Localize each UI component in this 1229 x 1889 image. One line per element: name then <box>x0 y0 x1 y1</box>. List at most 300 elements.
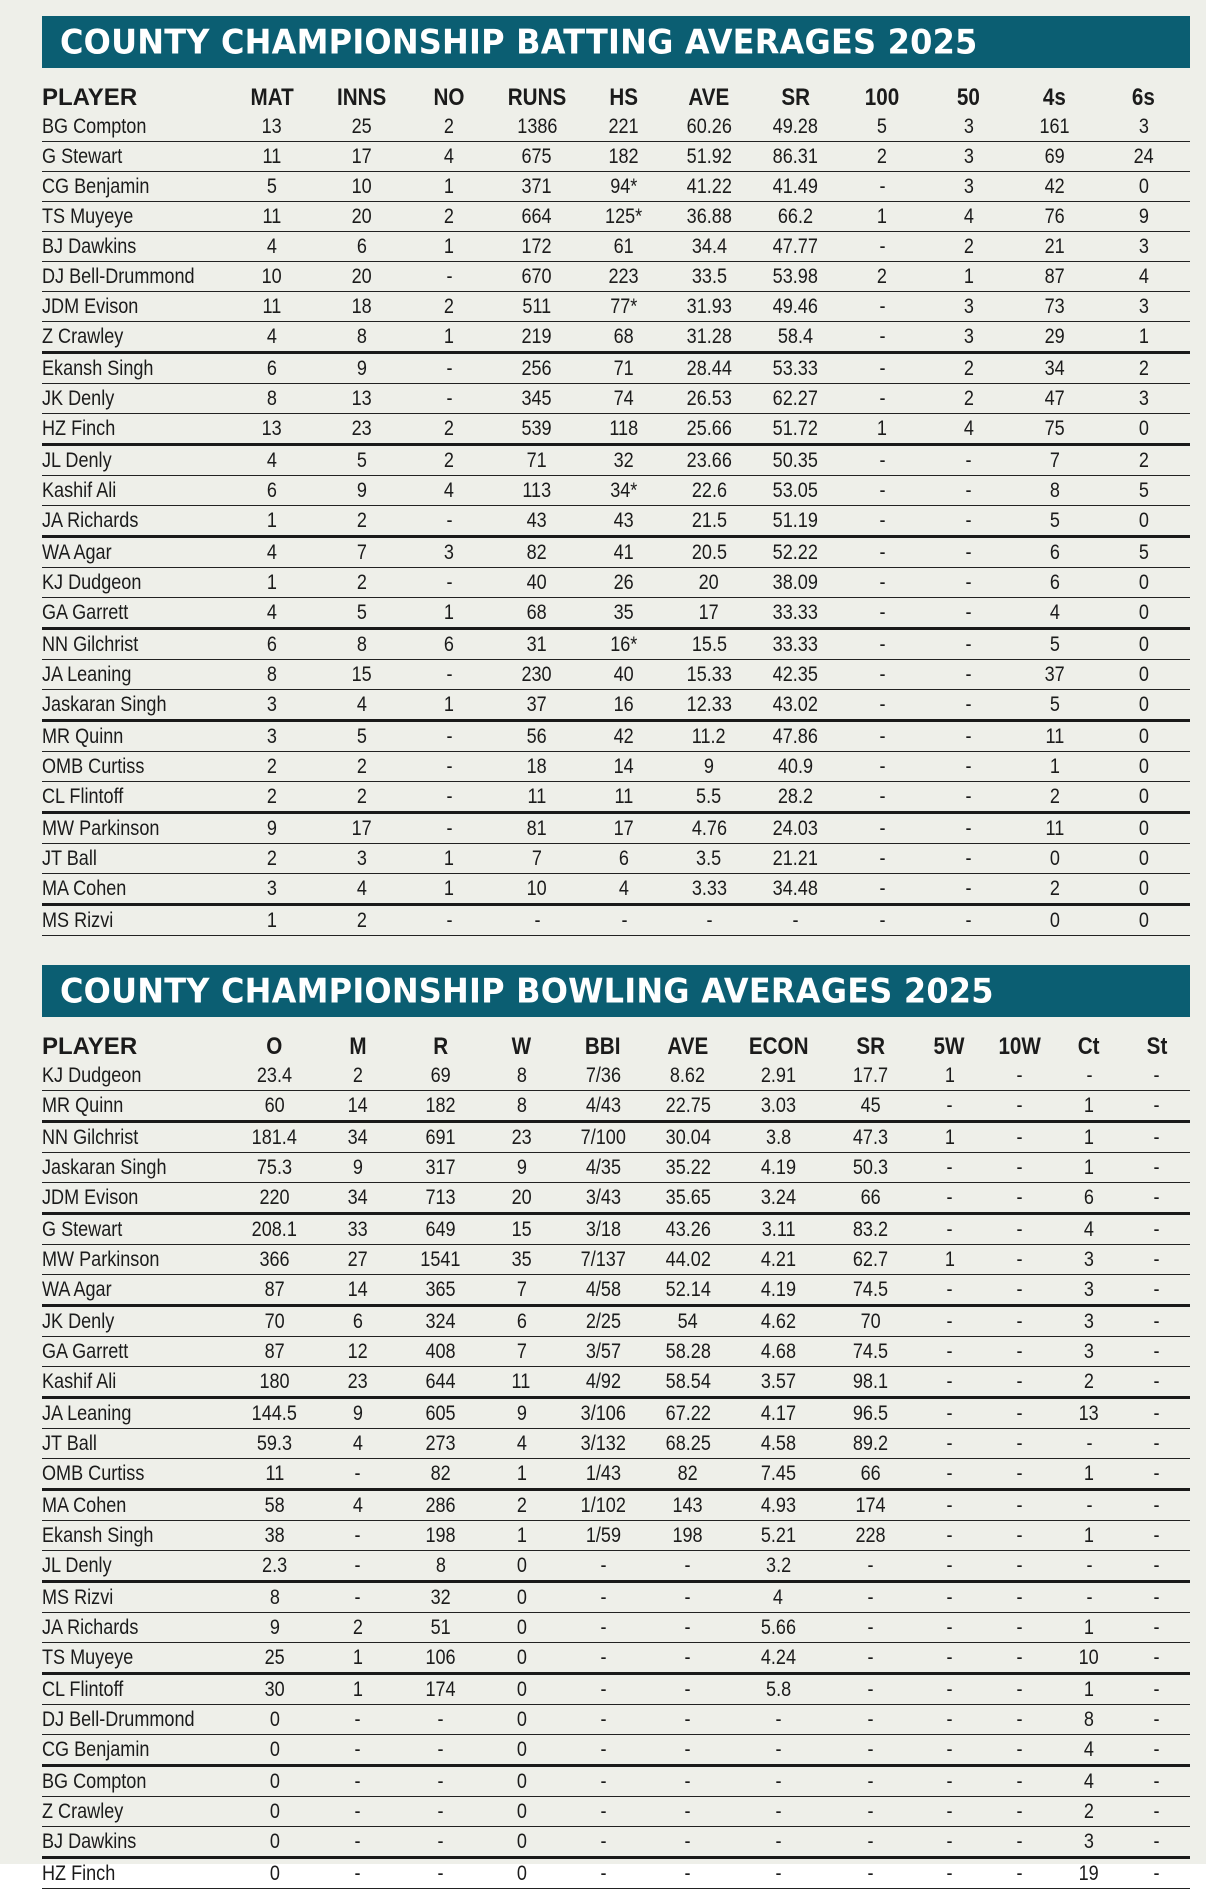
stat-cell-10w <box>984 1582 1054 1613</box>
stat-cell-10w <box>984 1214 1054 1245</box>
table-row <box>42 384 1190 414</box>
stat-value: 3/106 <box>580 1402 626 1425</box>
stat-value: - <box>867 1830 874 1853</box>
stat-cell-w <box>482 1705 562 1735</box>
stat-cell-10w <box>984 1306 1054 1337</box>
stat-cell-hs <box>582 292 666 322</box>
stat-cell-sr <box>826 1245 915 1275</box>
stat-cell-hs <box>582 690 666 721</box>
stat-value: - <box>1016 1646 1023 1669</box>
stat-cell-hs <box>582 142 666 172</box>
stat-value: - <box>867 1616 874 1639</box>
stat-value: 7 <box>516 1340 527 1363</box>
player-name: Ekansh Singh <box>42 357 154 380</box>
batting-section <box>42 16 1190 936</box>
stat-cell-50 <box>925 112 1012 142</box>
stat-value: 3 <box>963 295 974 318</box>
stat-value: - <box>946 1862 953 1885</box>
table-row <box>42 905 1190 936</box>
stat-cell-runs <box>492 905 582 936</box>
stat-value: - <box>946 1678 953 1701</box>
stat-cell-4s <box>1012 690 1097 721</box>
stat-value: 3 <box>1084 1830 1095 1853</box>
stat-cell-mat <box>227 262 317 292</box>
stat-value: 0 <box>269 1830 280 1853</box>
stat-cell-sr <box>752 262 839 292</box>
stat-value: 0 <box>1138 877 1149 900</box>
stat-cell-o <box>233 1613 316 1643</box>
stat-cell-sr <box>826 1398 915 1429</box>
stat-cell-econ <box>731 1827 826 1858</box>
column-header-label: PLAYER <box>42 84 138 111</box>
stat-value: - <box>1016 1064 1023 1087</box>
stat-cell-st <box>1124 1061 1190 1091</box>
stat-cell-hs <box>582 322 666 353</box>
stat-value: - <box>878 387 886 410</box>
stat-cell-r <box>400 1643 482 1674</box>
stat-value: - <box>965 785 972 808</box>
stat-cell-r <box>400 1858 482 1889</box>
player-name-cell <box>42 232 227 262</box>
stat-value: - <box>1016 1310 1023 1333</box>
table-row <box>42 1367 1190 1398</box>
stat-value: 4 <box>1084 1218 1095 1241</box>
stat-cell-6s <box>1097 384 1190 414</box>
column-header-runs <box>492 82 582 112</box>
stat-value: - <box>1016 1738 1023 1761</box>
stat-value: - <box>600 1862 607 1885</box>
stat-value: 43.26 <box>665 1218 711 1241</box>
stat-cell-w <box>482 1306 562 1337</box>
stat-cell-r <box>400 1214 482 1245</box>
stat-value: 13 <box>261 115 283 138</box>
stat-value: 42 <box>613 725 635 748</box>
player-name-cell <box>42 1337 233 1367</box>
stat-value: 174 <box>855 1494 886 1517</box>
stat-cell-4s <box>1012 629 1097 660</box>
stat-cell-r <box>400 1551 482 1582</box>
column-header-label: PLAYER <box>42 1033 138 1060</box>
stat-cell-m <box>316 1643 400 1674</box>
column-header-bbi <box>561 1031 645 1061</box>
stat-cell-runs <box>492 414 582 445</box>
stat-cell-100 <box>839 660 925 690</box>
stat-cell-no <box>406 476 492 506</box>
stat-cell-5w <box>915 1306 984 1337</box>
stat-value: - <box>684 1830 691 1853</box>
stat-value: - <box>437 1738 444 1761</box>
stat-cell-4s <box>1012 752 1097 782</box>
stat-value: - <box>878 877 886 900</box>
stat-cell-w <box>482 1183 562 1214</box>
stat-cell-ave <box>666 844 752 874</box>
stat-cell-5w <box>915 1275 984 1306</box>
stat-cell-ave <box>666 384 752 414</box>
stat-cell-ave <box>666 813 752 844</box>
stat-cell-mat <box>227 844 317 874</box>
stat-cell-50 <box>925 813 1012 844</box>
stat-value: 19 <box>1079 1862 1100 1885</box>
stat-cell-w <box>482 1214 562 1245</box>
stat-cell-sr <box>752 445 839 476</box>
bowling-title: COUNTY CHAMPIONSHIP BOWLING AVERAGES 2025 <box>60 971 994 1011</box>
stat-value: 43.02 <box>772 693 819 716</box>
stat-cell-50 <box>925 142 1012 172</box>
stat-cell-10w <box>984 1429 1054 1459</box>
stat-value: 5 <box>1049 633 1060 656</box>
stat-value: 1 <box>1084 1156 1095 1179</box>
stat-cell-mat <box>227 721 317 752</box>
column-header-player <box>42 82 227 112</box>
stat-value: 7 <box>356 541 367 564</box>
stat-cell-econ <box>731 1521 826 1551</box>
column-header-econ <box>731 1031 826 1061</box>
player-name-cell <box>42 1735 233 1766</box>
stat-cell-5w <box>915 1429 984 1459</box>
stat-value: - <box>600 1554 607 1577</box>
stat-cell-runs <box>492 874 582 905</box>
stat-value: 2 <box>963 235 974 258</box>
stat-cell-4s <box>1012 598 1097 629</box>
stat-value: 52.22 <box>772 541 819 564</box>
player-name-cell <box>42 476 227 506</box>
stat-value: - <box>1086 1554 1093 1577</box>
stat-cell-ave <box>666 874 752 905</box>
stat-value: 47 <box>1044 387 1065 410</box>
stat-cell-sr <box>752 202 839 232</box>
stat-value: 86.31 <box>772 145 819 168</box>
stat-value: 3 <box>1084 1310 1095 1333</box>
stat-cell-ave <box>645 1674 731 1705</box>
stat-value: 83.2 <box>852 1218 888 1241</box>
table-row <box>42 1275 1190 1306</box>
stat-value: 2 <box>356 909 367 932</box>
stat-cell-6s <box>1097 598 1190 629</box>
stat-cell-mat <box>227 292 317 322</box>
player-name: GA Garrett <box>42 1340 129 1363</box>
stat-value: 182 <box>608 145 640 168</box>
stat-value: 58 <box>264 1494 285 1517</box>
stat-value: 2 <box>1084 1800 1095 1823</box>
stat-cell-w <box>482 1337 562 1367</box>
stat-cell-4s <box>1012 660 1097 690</box>
stat-cell-100 <box>839 384 925 414</box>
stat-cell-10w <box>984 1061 1054 1091</box>
stat-value: 1 <box>443 601 455 624</box>
stat-value: 5 <box>266 175 278 198</box>
stat-cell-sr <box>752 905 839 936</box>
player-name: KJ Dudgeon <box>42 1064 142 1087</box>
stat-cell-o <box>233 1275 316 1306</box>
player-name-cell <box>42 384 227 414</box>
stat-cell-ct <box>1054 1214 1123 1245</box>
player-name: Jaskaran Singh <box>42 693 167 716</box>
stat-cell-6s <box>1097 905 1190 936</box>
stat-cell-5w <box>915 1858 984 1889</box>
stat-value: 25 <box>264 1646 285 1669</box>
column-header-ave <box>645 1031 731 1061</box>
stat-value: - <box>1153 1554 1160 1577</box>
stat-value: 27 <box>347 1248 368 1271</box>
stat-value: 82 <box>677 1462 698 1485</box>
stat-cell-ave <box>666 232 752 262</box>
stat-cell-mat <box>227 414 317 445</box>
stat-value: - <box>445 663 453 686</box>
stat-cell-4s <box>1012 476 1097 506</box>
stat-cell-ct <box>1054 1551 1123 1582</box>
table-row <box>42 844 1190 874</box>
stat-cell-5w <box>915 1398 984 1429</box>
table-row <box>42 1551 1190 1582</box>
stat-value: 0 <box>1138 909 1149 932</box>
stat-value: 181.4 <box>252 1126 298 1149</box>
stat-cell-st <box>1124 1858 1190 1889</box>
stat-value: 62.7 <box>852 1248 888 1271</box>
stat-value: - <box>946 1340 953 1363</box>
player-name-cell <box>42 1643 233 1674</box>
stat-cell-bbi <box>561 1674 645 1705</box>
stat-value: 219 <box>521 325 553 348</box>
stat-value: 68 <box>613 325 635 348</box>
stat-cell-sr <box>752 537 839 568</box>
stat-value: - <box>965 509 972 532</box>
stat-value: 2 <box>1049 877 1060 900</box>
stat-cell-ct <box>1054 1797 1123 1827</box>
stat-value: 4.21 <box>760 1248 796 1271</box>
stat-value: 71 <box>526 449 548 472</box>
stat-cell-o <box>233 1091 316 1122</box>
stat-value: 54 <box>677 1310 698 1333</box>
stat-value: 2 <box>1084 1370 1095 1393</box>
stat-value: - <box>1016 1126 1023 1149</box>
stat-cell-ave <box>645 1245 731 1275</box>
stat-value: 21.5 <box>691 509 727 532</box>
stat-cell-ave <box>666 112 752 142</box>
stat-value: - <box>445 265 453 288</box>
stat-value: 70 <box>860 1310 881 1333</box>
stat-cell-50 <box>925 506 1012 537</box>
stat-cell-100 <box>839 142 925 172</box>
stat-cell-no <box>406 142 492 172</box>
stat-cell-no <box>406 445 492 476</box>
stat-cell-sr <box>826 1337 915 1367</box>
stat-cell-r <box>400 1183 482 1214</box>
stat-cell-w <box>482 1245 562 1275</box>
column-header-label: MAT <box>250 84 294 111</box>
stat-cell-ave <box>645 1858 731 1889</box>
stat-cell-sr <box>752 874 839 905</box>
stat-value: 3.33 <box>691 877 727 900</box>
stat-cell-6s <box>1097 172 1190 202</box>
stat-cell-no <box>406 721 492 752</box>
player-name-cell <box>42 1061 233 1091</box>
stat-value: - <box>1016 1248 1023 1271</box>
player-name-cell <box>42 1183 233 1214</box>
stat-cell-no <box>406 506 492 537</box>
column-header-label: R <box>433 1033 449 1060</box>
stat-value: - <box>965 755 972 778</box>
stat-value: 2 <box>1138 449 1149 472</box>
player-name-cell <box>42 782 227 813</box>
stat-value: 71 <box>613 357 635 380</box>
stat-value: 56 <box>526 725 548 748</box>
stat-value: 15 <box>511 1218 532 1241</box>
stat-cell-sr <box>826 1275 915 1306</box>
stat-value: 15.33 <box>686 663 732 686</box>
stat-value: - <box>867 1800 874 1823</box>
stat-cell-no <box>406 172 492 202</box>
stat-cell-r <box>400 1735 482 1766</box>
stat-cell-100 <box>839 445 925 476</box>
stat-cell-6s <box>1097 476 1190 506</box>
stat-value: 6 <box>516 1310 527 1333</box>
stat-cell-5w <box>915 1613 984 1643</box>
stat-value: - <box>445 785 453 808</box>
stat-cell-100 <box>839 476 925 506</box>
stat-cell-st <box>1124 1429 1190 1459</box>
stat-cell-hs <box>582 598 666 629</box>
stat-cell-sr <box>752 353 839 384</box>
player-name-cell <box>42 1275 233 1306</box>
stat-value: - <box>946 1524 953 1547</box>
stat-value: 9 <box>516 1402 527 1425</box>
stat-value: - <box>354 1800 361 1823</box>
stat-cell-sr <box>752 752 839 782</box>
stat-cell-inns <box>317 598 406 629</box>
stat-value: 3.24 <box>760 1186 796 1209</box>
stat-cell-w <box>482 1766 562 1797</box>
stat-cell-r <box>400 1674 482 1705</box>
stat-cell-w <box>482 1858 562 1889</box>
stat-cell-ct <box>1054 1337 1123 1367</box>
stat-value: 58.28 <box>665 1340 711 1363</box>
column-header-10w <box>984 1031 1054 1061</box>
stat-cell-100 <box>839 690 925 721</box>
stat-value: 9 <box>356 357 367 380</box>
stat-cell-6s <box>1097 537 1190 568</box>
player-name-cell <box>42 142 227 172</box>
stat-value: 13 <box>261 417 283 440</box>
stat-value: 26.53 <box>686 387 732 410</box>
stat-cell-inns <box>317 844 406 874</box>
stat-value: - <box>600 1616 607 1639</box>
stat-cell-sr <box>752 721 839 752</box>
stat-cell-st <box>1124 1735 1190 1766</box>
stat-value: - <box>1153 1340 1160 1363</box>
stat-cell-bbi <box>561 1337 645 1367</box>
stat-cell-50 <box>925 202 1012 232</box>
stat-value: - <box>965 693 972 716</box>
player-name: DJ Bell-Drummond <box>42 1708 195 1731</box>
stat-cell-100 <box>839 232 925 262</box>
stat-value: 539 <box>521 417 553 440</box>
stat-cell-ave <box>645 1613 731 1643</box>
stat-cell-m <box>316 1153 400 1183</box>
stat-value: 53.98 <box>772 265 819 288</box>
stat-cell-bbi <box>561 1183 645 1214</box>
stat-value: - <box>965 633 972 656</box>
stat-cell-o <box>233 1398 316 1429</box>
stat-value: 52.14 <box>665 1278 711 1301</box>
stat-value: - <box>965 479 972 502</box>
stat-value: 1 <box>1138 325 1149 348</box>
player-name-cell <box>42 844 227 874</box>
column-header-w <box>482 1031 562 1061</box>
stat-value: 2 <box>443 417 455 440</box>
column-header-label: Ct <box>1078 1033 1100 1060</box>
player-name-cell <box>42 1551 233 1582</box>
stat-value: 5.66 <box>760 1616 796 1639</box>
stat-cell-m <box>316 1091 400 1122</box>
stat-value: 11 <box>1045 725 1064 748</box>
stat-value: - <box>1016 1830 1023 1853</box>
stat-value: 3 <box>443 541 455 564</box>
player-name-cell <box>42 629 227 660</box>
stat-value: 0 <box>516 1830 527 1853</box>
stat-cell-hs <box>582 782 666 813</box>
stat-cell-econ <box>731 1582 826 1613</box>
stat-value: - <box>1016 1678 1023 1701</box>
stat-value: - <box>878 663 886 686</box>
batting-table-body <box>42 112 1190 936</box>
stat-value: - <box>878 725 886 748</box>
stat-value: 4 <box>1084 1770 1095 1793</box>
stat-cell-m <box>316 1367 400 1398</box>
stat-cell-o <box>233 1827 316 1858</box>
stat-value: - <box>965 449 972 472</box>
stat-value: - <box>600 1678 607 1701</box>
stat-cell-sr <box>752 598 839 629</box>
stat-value: 1/102 <box>580 1494 626 1517</box>
stat-value: - <box>775 1770 782 1793</box>
stat-value: 2 <box>352 1616 363 1639</box>
stat-cell-st <box>1124 1766 1190 1797</box>
table-row <box>42 506 1190 537</box>
player-name: JDM Evison <box>42 295 139 318</box>
stat-value: - <box>946 1708 953 1731</box>
stat-cell-m <box>316 1797 400 1827</box>
stat-value: - <box>946 1800 953 1823</box>
stat-value: 4 <box>356 693 367 716</box>
player-name-cell <box>42 1705 233 1735</box>
stat-cell-m <box>316 1551 400 1582</box>
table-row <box>42 752 1190 782</box>
stat-value: 3 <box>266 693 278 716</box>
stat-value: 1 <box>352 1646 363 1669</box>
stat-cell-runs <box>492 292 582 322</box>
stat-value: 3 <box>963 145 974 168</box>
stat-value: 35 <box>511 1248 532 1271</box>
stat-value: 15.5 <box>691 633 727 656</box>
player-name-cell <box>42 292 227 322</box>
bowling-section <box>42 965 1190 1889</box>
stat-cell-bbi <box>561 1551 645 1582</box>
stat-cell-6s <box>1097 752 1190 782</box>
stat-value: 70 <box>264 1310 285 1333</box>
stat-value: 35 <box>613 601 635 624</box>
stat-value: - <box>1016 1094 1023 1117</box>
stat-cell-mat <box>227 813 317 844</box>
stat-value: 3/132 <box>580 1432 626 1455</box>
stat-cell-100 <box>839 629 925 660</box>
table-row <box>42 813 1190 844</box>
stat-value: 9 <box>1138 205 1149 228</box>
stat-cell-runs <box>492 232 582 262</box>
stat-value: 4 <box>1084 1738 1095 1761</box>
stat-cell-inns <box>317 292 406 322</box>
stat-value: 17 <box>351 817 372 840</box>
stat-value: 18 <box>351 295 372 318</box>
